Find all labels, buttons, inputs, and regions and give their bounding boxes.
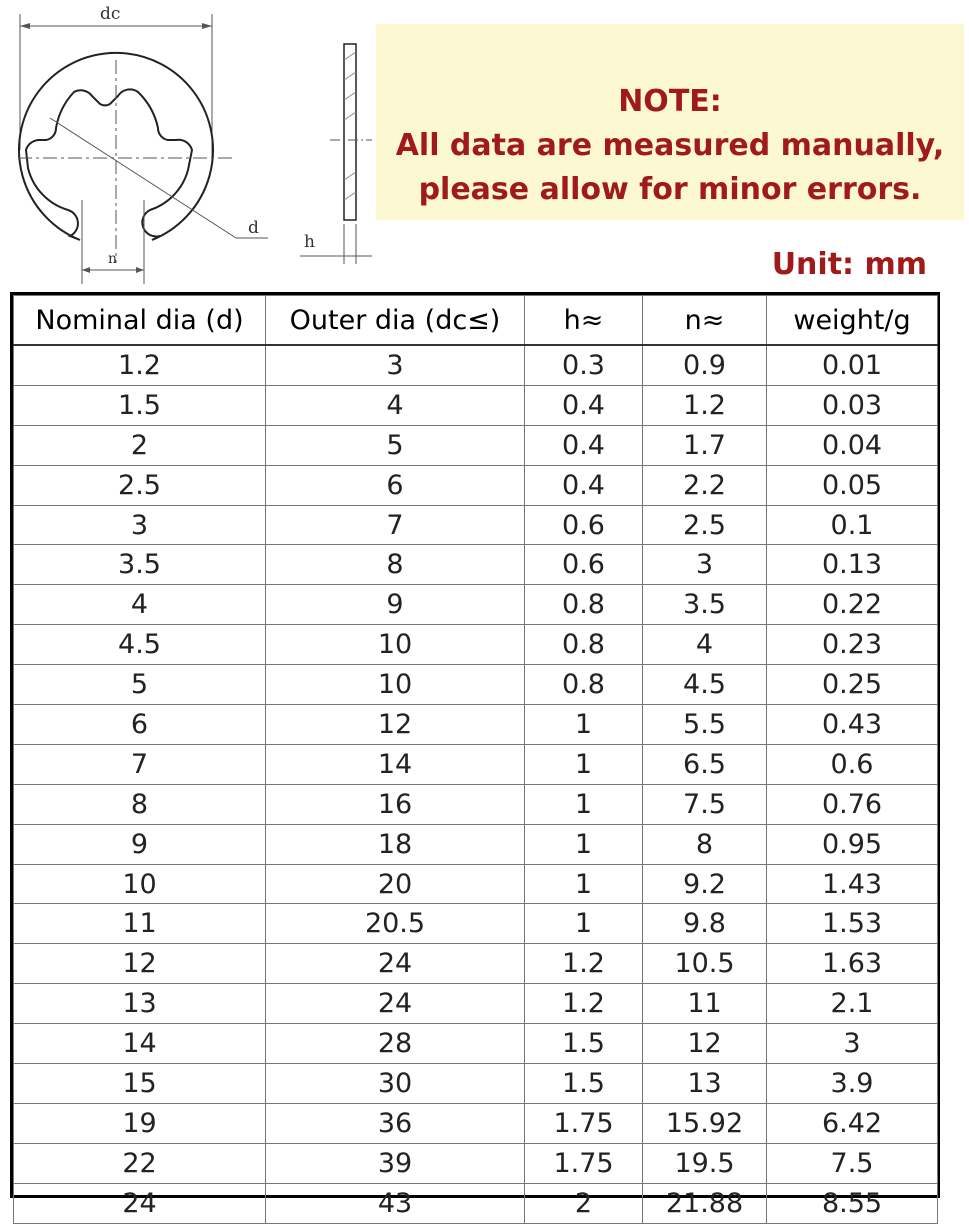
cell-nominal-dia: 2 <box>14 425 266 465</box>
cell-h: 0.8 <box>525 665 643 705</box>
cell-nominal-dia: 12 <box>14 944 266 984</box>
cell-n: 19.5 <box>643 1143 767 1183</box>
e-clip-drawing <box>0 0 380 290</box>
header-n: n≈ <box>643 296 767 346</box>
cell-weight: 0.1 <box>767 505 938 545</box>
cell-outer-dia: 4 <box>266 385 525 425</box>
cell-n: 2.2 <box>643 465 767 505</box>
cell-n: 3.5 <box>643 585 767 625</box>
cell-h: 0.6 <box>525 505 643 545</box>
cell-h: 1.2 <box>525 944 643 984</box>
cell-weight: 0.6 <box>767 744 938 784</box>
cell-h: 0.4 <box>525 465 643 505</box>
cell-nominal-dia: 22 <box>14 1143 266 1183</box>
cell-outer-dia: 6 <box>266 465 525 505</box>
table-row <box>14 744 938 784</box>
cell-outer-dia: 5 <box>266 425 525 465</box>
table-row <box>14 425 938 465</box>
cell-outer-dia: 28 <box>266 1024 525 1064</box>
cell-n: 3 <box>643 545 767 585</box>
spec-table-container <box>10 292 940 1219</box>
cell-n: 6.5 <box>643 744 767 784</box>
cell-h: 1 <box>525 824 643 864</box>
cell-outer-dia: 8 <box>266 545 525 585</box>
table-row <box>14 345 938 385</box>
cell-h: 1 <box>525 784 643 824</box>
cell-outer-dia: 20.5 <box>266 904 525 944</box>
cell-h: 0.6 <box>525 545 643 585</box>
table-row <box>14 705 938 745</box>
cell-nominal-dia: 11 <box>14 904 266 944</box>
note-line-2: please allow for minor errors. <box>418 172 922 207</box>
cell-outer-dia: 7 <box>266 505 525 545</box>
cell-h: 1.75 <box>525 1143 643 1183</box>
table-row <box>14 585 938 625</box>
header-outer-dia: Outer dia (dc≤) <box>266 296 525 346</box>
table-row <box>14 1064 938 1104</box>
cell-n: 1.7 <box>643 425 767 465</box>
table-row <box>14 824 938 864</box>
e-clip-diagram <box>0 0 380 290</box>
cell-nominal-dia: 19 <box>14 1103 266 1143</box>
cell-n: 9.8 <box>643 904 767 944</box>
cell-outer-dia: 16 <box>266 784 525 824</box>
cell-weight: 6.42 <box>767 1103 938 1143</box>
cell-h: 0.3 <box>525 345 643 385</box>
table-row <box>14 784 938 824</box>
cell-weight: 0.13 <box>767 545 938 585</box>
table-row <box>14 505 938 545</box>
cell-weight: 1.63 <box>767 944 938 984</box>
cell-outer-dia: 39 <box>266 1143 525 1183</box>
header-weight: weight/g <box>767 296 938 346</box>
table-row <box>14 1024 938 1064</box>
cell-weight: 0.04 <box>767 425 938 465</box>
d-label: d <box>248 218 259 238</box>
spec-table <box>13 295 938 1224</box>
cell-weight: 3 <box>767 1024 938 1064</box>
cell-h: 0.4 <box>525 425 643 465</box>
cell-n: 1.2 <box>643 385 767 425</box>
cell-weight: 0.01 <box>767 345 938 385</box>
cell-n: 8 <box>643 824 767 864</box>
cell-h: 1.5 <box>525 1024 643 1064</box>
cell-outer-dia: 18 <box>266 824 525 864</box>
table-header-row <box>14 296 938 346</box>
cell-weight: 0.22 <box>767 585 938 625</box>
cell-h: 0.8 <box>525 625 643 665</box>
cell-n: 4.5 <box>643 665 767 705</box>
table-body <box>14 345 938 1223</box>
cell-weight: 7.5 <box>767 1143 938 1183</box>
cell-n: 10.5 <box>643 944 767 984</box>
cell-h: 1 <box>525 744 643 784</box>
note-line-1: All data are measured manually, <box>395 128 945 163</box>
cell-outer-dia: 10 <box>266 625 525 665</box>
table-row <box>14 944 938 984</box>
cell-h: 1.5 <box>525 1064 643 1104</box>
table-row <box>14 1143 938 1183</box>
cell-outer-dia: 12 <box>266 705 525 745</box>
cell-n: 21.88 <box>643 1183 767 1223</box>
cell-n: 2.5 <box>643 505 767 545</box>
cell-outer-dia: 30 <box>266 1064 525 1104</box>
cell-nominal-dia: 14 <box>14 1024 266 1064</box>
cell-nominal-dia: 4 <box>14 585 266 625</box>
cell-nominal-dia: 1.5 <box>14 385 266 425</box>
cell-weight: 8.55 <box>767 1183 938 1223</box>
table-row <box>14 1183 938 1223</box>
cell-nominal-dia: 10 <box>14 864 266 904</box>
note-heading: NOTE: <box>618 84 722 119</box>
cell-weight: 1.43 <box>767 864 938 904</box>
header-h: h≈ <box>525 296 643 346</box>
cell-outer-dia: 24 <box>266 944 525 984</box>
cell-n: 5.5 <box>643 705 767 745</box>
cell-weight: 0.95 <box>767 824 938 864</box>
table-row <box>14 984 938 1024</box>
cell-weight: 0.05 <box>767 465 938 505</box>
table-row <box>14 864 938 904</box>
unit-label: Unit: mm <box>771 247 927 282</box>
table-row <box>14 625 938 665</box>
table-row <box>14 1103 938 1143</box>
cell-nominal-dia: 7 <box>14 744 266 784</box>
cell-nominal-dia: 8 <box>14 784 266 824</box>
cell-outer-dia: 43 <box>266 1183 525 1223</box>
cell-h: 0.4 <box>525 385 643 425</box>
cell-weight: 0.25 <box>767 665 938 705</box>
table-row <box>14 904 938 944</box>
cell-h: 1.2 <box>525 984 643 1024</box>
table-row <box>14 385 938 425</box>
cell-n: 7.5 <box>643 784 767 824</box>
cell-n: 11 <box>643 984 767 1024</box>
cell-nominal-dia: 5 <box>14 665 266 705</box>
cell-weight: 0.43 <box>767 705 938 745</box>
cell-outer-dia: 14 <box>266 744 525 784</box>
cell-weight: 1.53 <box>767 904 938 944</box>
cell-weight: 0.03 <box>767 385 938 425</box>
table-row <box>14 665 938 705</box>
cell-nominal-dia: 3.5 <box>14 545 266 585</box>
cell-nominal-dia: 13 <box>14 984 266 1024</box>
cell-outer-dia: 3 <box>266 345 525 385</box>
cell-nominal-dia: 3 <box>14 505 266 545</box>
cell-outer-dia: 24 <box>266 984 525 1024</box>
cell-outer-dia: 20 <box>266 864 525 904</box>
cell-weight: 0.23 <box>767 625 938 665</box>
cell-h: 2 <box>525 1183 643 1223</box>
cell-nominal-dia: 9 <box>14 824 266 864</box>
cell-nominal-dia: 24 <box>14 1183 266 1223</box>
cell-weight: 0.76 <box>767 784 938 824</box>
n-label: n <box>108 251 118 267</box>
cell-nominal-dia: 2.5 <box>14 465 266 505</box>
table-row <box>14 545 938 585</box>
cell-n: 0.9 <box>643 345 767 385</box>
cell-h: 1 <box>525 864 643 904</box>
cell-h: 1 <box>525 904 643 944</box>
cell-outer-dia: 9 <box>266 585 525 625</box>
cell-n: 13 <box>643 1064 767 1104</box>
cell-h: 1 <box>525 705 643 745</box>
cell-nominal-dia: 4.5 <box>14 625 266 665</box>
h-label: h <box>304 232 315 252</box>
dc-label: dc <box>100 4 121 24</box>
cell-n: 4 <box>643 625 767 665</box>
cell-weight: 3.9 <box>767 1064 938 1104</box>
table-row <box>14 465 938 505</box>
cell-nominal-dia: 15 <box>14 1064 266 1104</box>
cell-nominal-dia: 6 <box>14 705 266 745</box>
cell-n: 15.92 <box>643 1103 767 1143</box>
cell-nominal-dia: 1.2 <box>14 345 266 385</box>
cell-h: 0.8 <box>525 585 643 625</box>
cell-h: 1.75 <box>525 1103 643 1143</box>
note-box <box>376 24 964 220</box>
cell-outer-dia: 36 <box>266 1103 525 1143</box>
cell-n: 9.2 <box>643 864 767 904</box>
cell-n: 12 <box>643 1024 767 1064</box>
header-nominal-dia: Nominal dia (d) <box>14 296 266 346</box>
cell-outer-dia: 10 <box>266 665 525 705</box>
cell-weight: 2.1 <box>767 984 938 1024</box>
